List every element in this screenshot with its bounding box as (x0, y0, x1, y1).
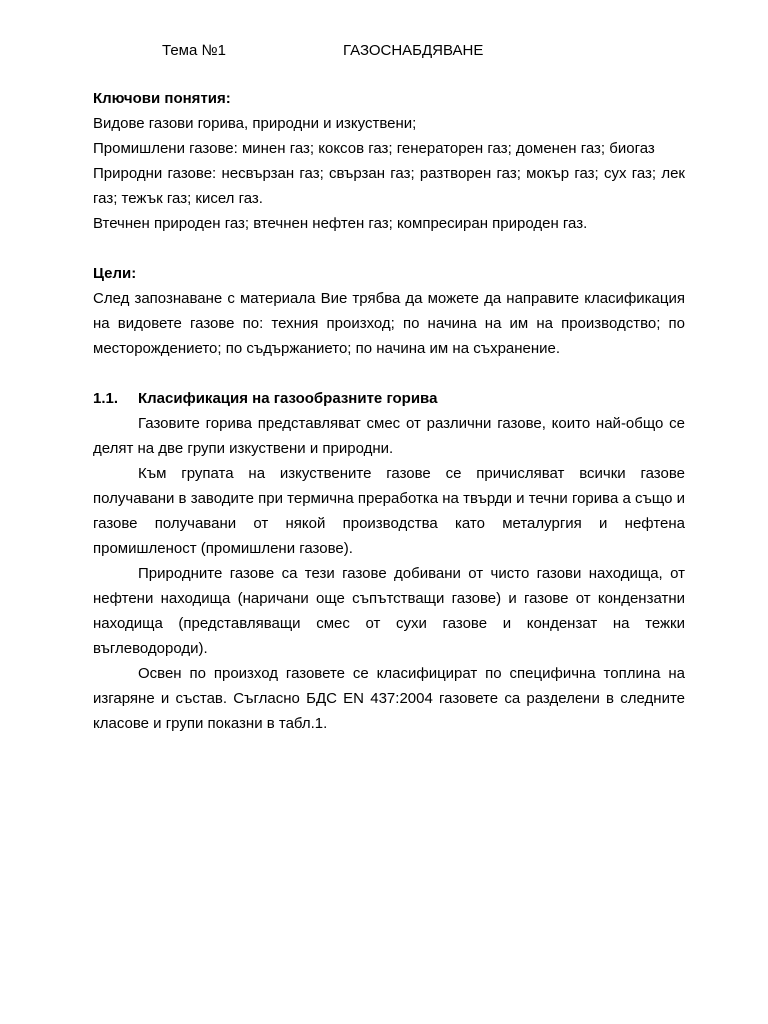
concept-line: Промишлени газове: минен газ; коксов газ; генераторен газ; доменен газ; биогаз (93, 140, 655, 157)
page-title: ГАЗОСНАБДЯВАНЕ (343, 42, 484, 59)
section-paragraph: Природните газове са тези газове добивани от чисто газови находища, от нефтени находища (наричани още съпътстващи газове) и газове от кондензатни находища (представляващи смес от сухи газове и кондензат на тежки въглеводороди). (93, 565, 685, 657)
section-title: Класификация на газообразните горива (138, 390, 438, 407)
section-paragraph: Газовите горива представляват смес от различни газове, които най-общо се делят на две групи изкуствени и природни. (93, 415, 685, 457)
section-heading (93, 386, 685, 411)
document-body (93, 86, 685, 736)
spacer (93, 361, 685, 386)
concept-line: Природни газове: несвързан газ; свързан газ; разтворен газ; мокър газ; сух газ; лек газ; тежък газ; кисел газ. (93, 165, 685, 207)
concept-line: Втечнен природен газ; втечнен нефтен газ; компресиран природен газ. (93, 215, 588, 232)
spacer (93, 236, 685, 261)
topic-label: Тема №1 (162, 42, 226, 59)
goals-text: След запознаване с материала Вие трябва да можете да направите класификация на видовете газове по: техния произход; по начина на им на производство; по месторождението; по съдържанието; по начина им на съхранение. (93, 290, 685, 357)
section-number: 1.1. (93, 390, 119, 407)
page-header (0, 42, 768, 62)
goals-heading: Цели: (93, 265, 137, 282)
section-paragraph: Към групата на изкуствените газове се причисляват всички газове получавани в заводите при термична преработка на твърди и течни горива а също и газове получавани от някой производства като металургия и нефтена промишленост (промишлени газове). (93, 465, 685, 557)
concepts-heading: Ключови понятия: (93, 90, 231, 107)
section-paragraph: Освен по произход газовете се класифицират по специфична топлина на изгаряне и състав. Съгласно БДС EN 437:2004 газовете са разделени в следните класове и групи показни в табл.1. (93, 665, 685, 732)
concept-line: Видове газови горива, природни и изкуствени; (93, 115, 417, 132)
